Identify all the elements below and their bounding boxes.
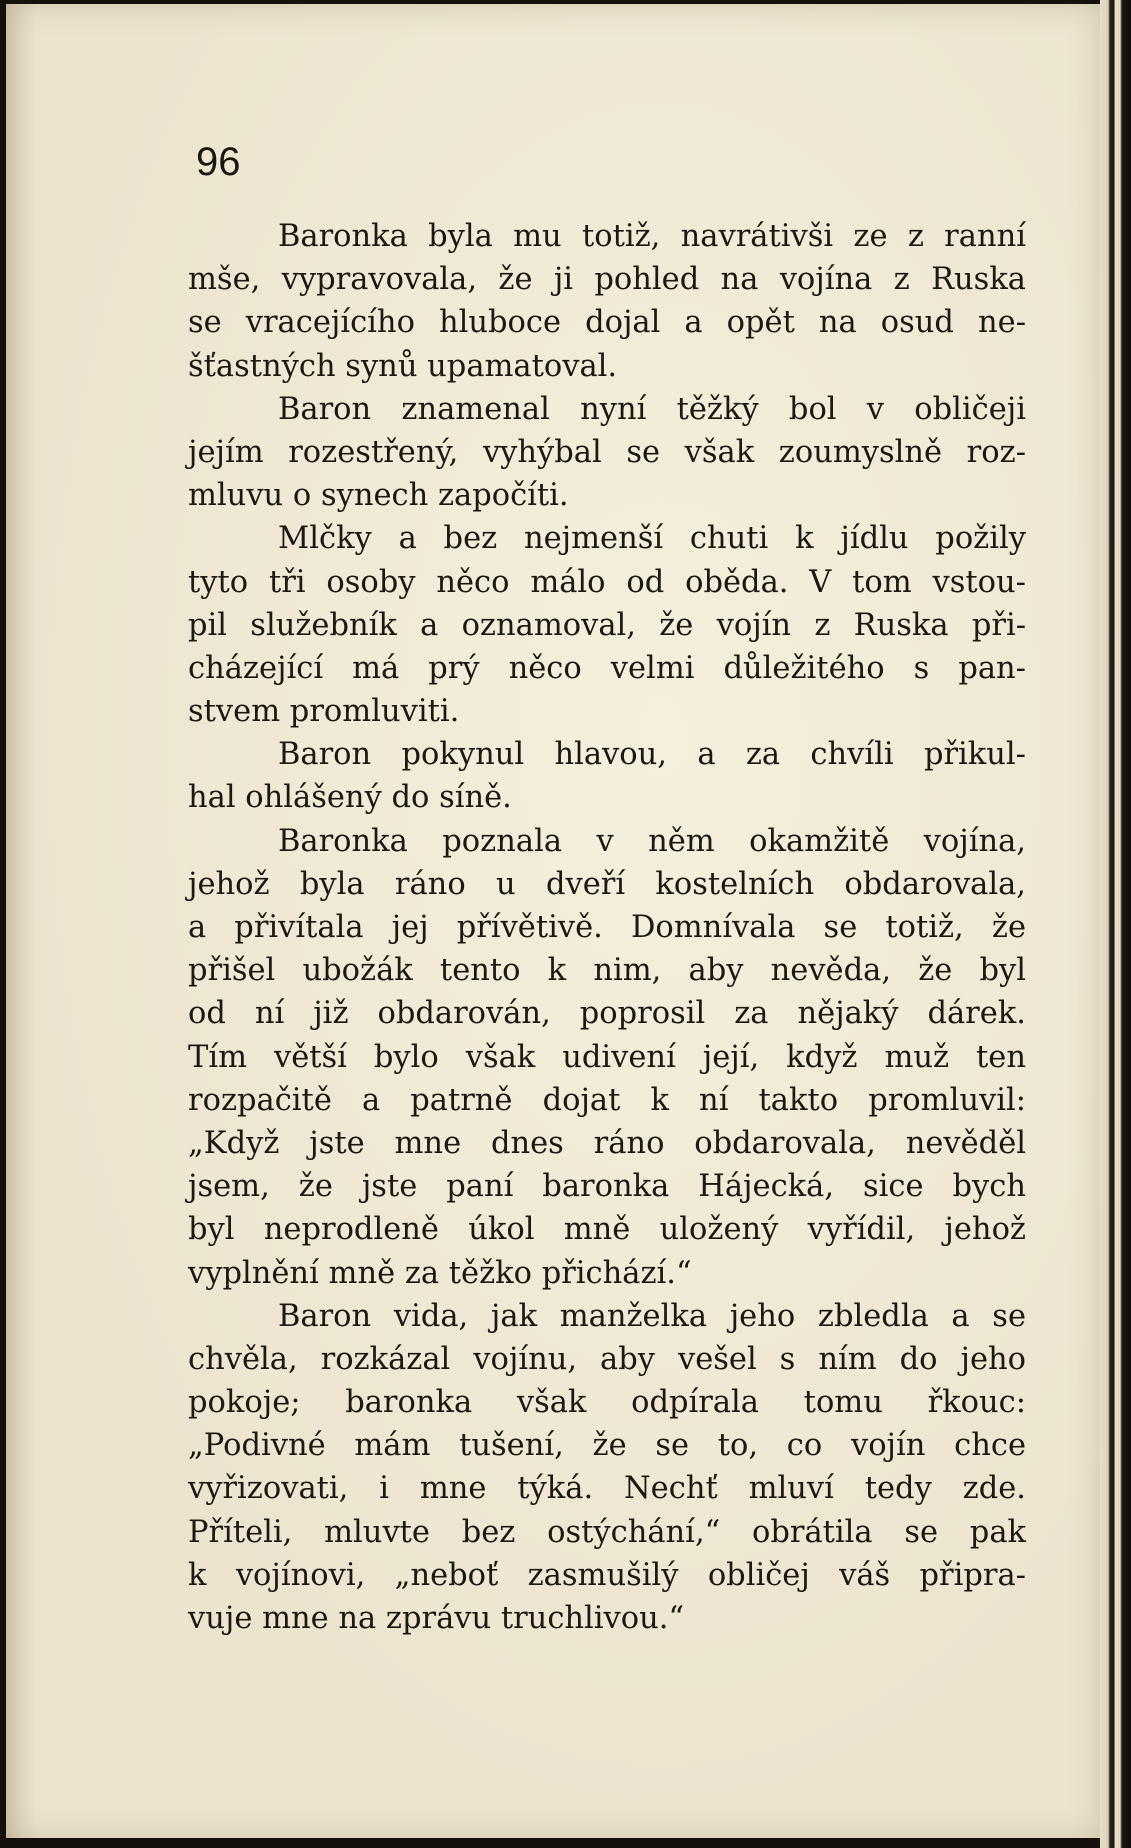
text-line: „Když jste mne dnes ráno obdarovala, nevěděl bbox=[188, 1125, 1026, 1161]
text-line: Baronka poznala v něm okamžitě vojína, bbox=[278, 823, 1026, 859]
text-line: Baron pokynul hlavou, a za chvíli přikul- bbox=[278, 737, 1026, 773]
text-line: se vracejícího hluboce dojal a opět na osud ne- bbox=[188, 305, 1026, 341]
text-line: Mlčky a bez nejmenší chuti k jídlu požily bbox=[278, 521, 1026, 557]
text-line: Tím větší bylo však udivení její, když muž ten bbox=[188, 1039, 1026, 1075]
text-line: Baron znamenal nyní těžký bol v obličeji bbox=[278, 391, 1026, 427]
text-line: jehož byla ráno u dveří kostelních obdarovala, bbox=[188, 866, 1026, 902]
text-line: vyřizovati, i mne týká. Nechť mluví tedy zde. bbox=[188, 1471, 1026, 1507]
text-line: jsem, že jste paní baronka Hájecká, sice bych bbox=[188, 1169, 1026, 1205]
page-edge bbox=[1100, 0, 1131, 1848]
text-line: byl neprodleně úkol mně uložený vyřídil, jehož bbox=[188, 1212, 1026, 1248]
text-line: hal ohlášený do síně. bbox=[188, 780, 512, 816]
body-text bbox=[188, 215, 1026, 1640]
text-line: rozpačitě a patrně dojat k ní takto promluvil: bbox=[188, 1082, 1026, 1118]
text-line: stvem promluviti. bbox=[188, 694, 460, 730]
text-line: pil služebník a oznamoval, že vojín z Ruska při- bbox=[188, 607, 1026, 643]
text-line: jejím rozestřený, vyhýbal se však zoumyslně roz- bbox=[188, 434, 1026, 470]
text-line: přišel ubožák tento k nim, aby nevěda, že byl bbox=[188, 953, 1026, 989]
text-line: Baronka byla mu totiž, navrátivši ze z ranní bbox=[278, 219, 1026, 254]
page-number: 96 bbox=[196, 140, 241, 184]
text-line: mše, vypravovala, že ji pohled na vojína z Ruska bbox=[188, 262, 1026, 298]
text-line: pokoje; baronka však odpírala tomu řkouc: bbox=[188, 1385, 1026, 1421]
text-line: Příteli, mluvte bez ostýchání,“ obrátila se pak bbox=[188, 1514, 1026, 1550]
book-page bbox=[6, 4, 1100, 1838]
text-line: a přivítala jej přívětivě. Domnívala se totiž, že bbox=[188, 910, 1026, 945]
text-line: k vojínovi, „neboť zasmušilý obličej váš připra- bbox=[188, 1557, 1026, 1593]
text-line: vuje mne na zprávu truchlivou.“ bbox=[188, 1601, 685, 1636]
text-line: mluvu o synech započíti. bbox=[188, 478, 569, 514]
text-line: tyto tři osoby něco málo od oběda. V tom vstou- bbox=[188, 564, 1026, 600]
text-line: „Podivné mám tušení, že se to, co vojín chce bbox=[188, 1428, 1026, 1464]
text-line: od ní již obdarován, poprosil za nějaký dárek. bbox=[188, 996, 1026, 1032]
text-line: chvěla, rozkázal vojínu, aby vešel s ním do jeho bbox=[188, 1341, 1026, 1377]
text-line: cházející má prý něco velmi důležitého s pan- bbox=[188, 650, 1026, 686]
text-line: vyplnění mně za těžko přichází.“ bbox=[188, 1255, 692, 1291]
text-line: šťastných synů upamatoval. bbox=[188, 348, 618, 384]
text-line: Baron vida, jak manželka jeho zbledla a se bbox=[278, 1298, 1026, 1334]
